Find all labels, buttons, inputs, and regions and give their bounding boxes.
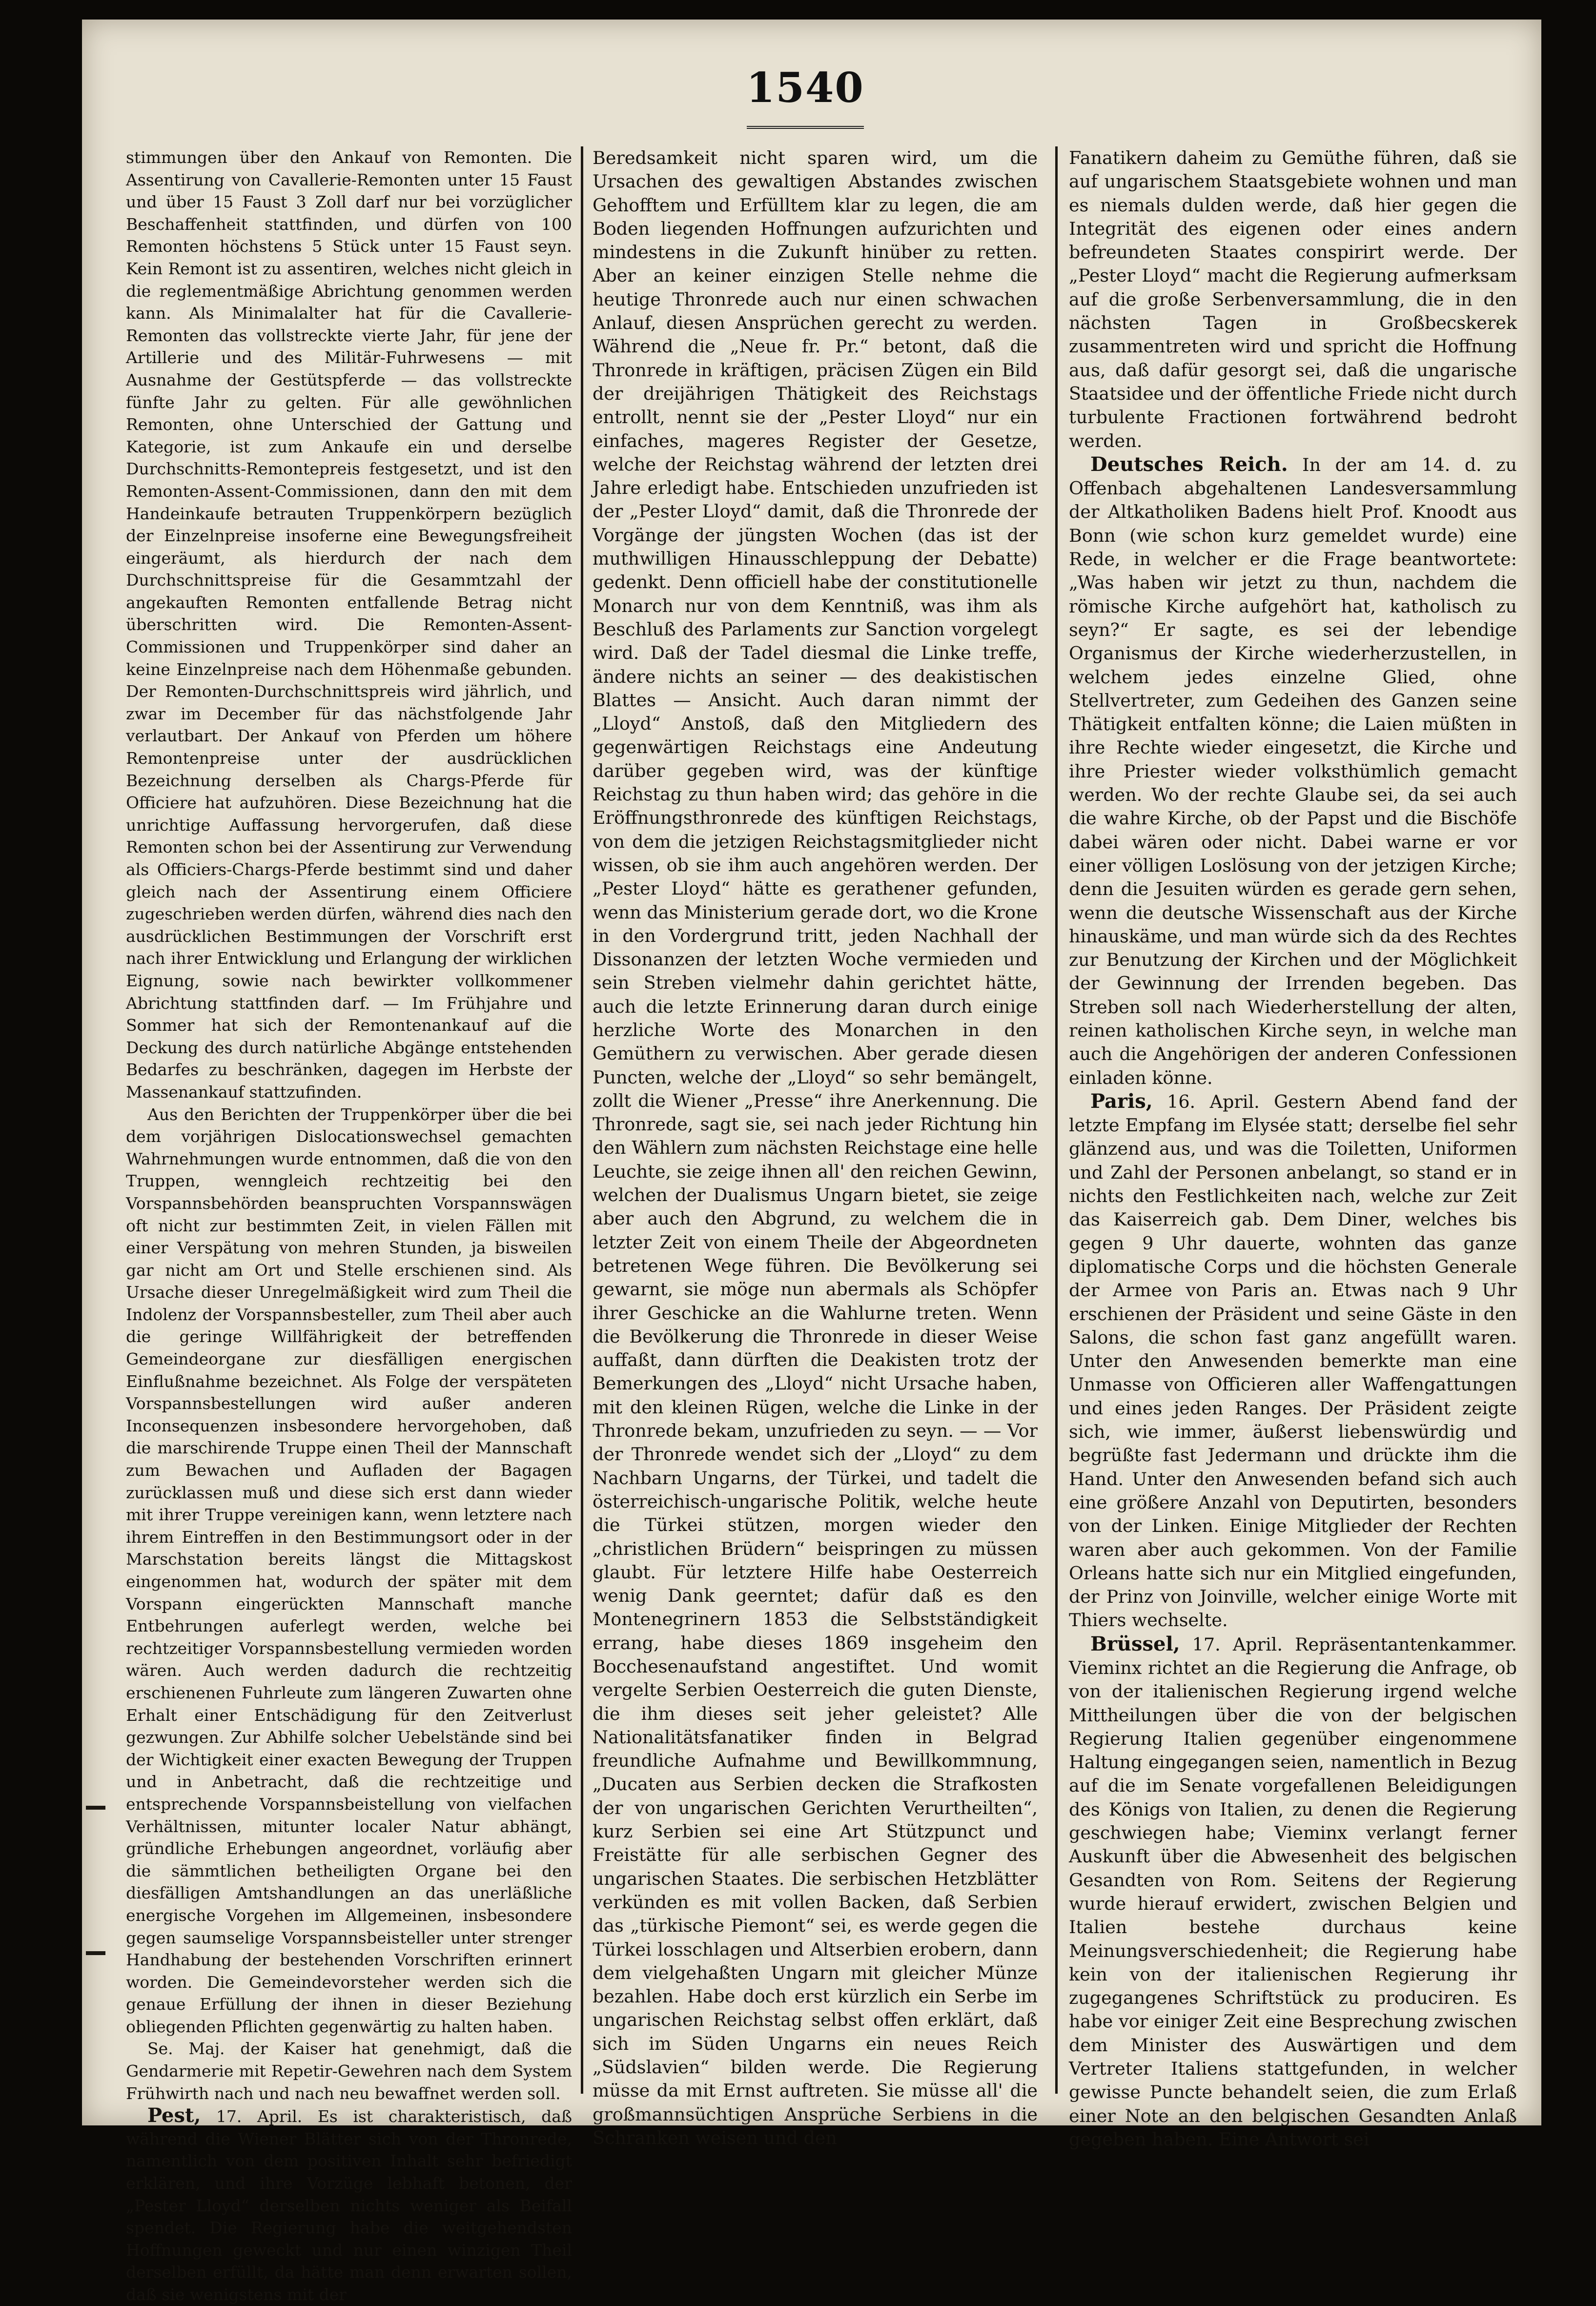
paragraph-text: Fanatikern daheim zu Gemüthe führen, daß sie auf ungarischem Staatsgebiete wohnen und man es niemals dulden werde, daß hier gegen die Integrität des eigenen oder eines andern befreundeten Staates conspirirt werde. Der „Pester Lloyd“ macht die Regierung aufmerksam auf die große Serbenversammlung, die in den nächsten Tagen in Großbecskerek zusammentreten wird und spricht die Hoffnung aus, daß dafür gesorgt sei, daß die ungarische Staatsidee und der öffentliche Friede nicht durch turbulente Fractionen fortwährend bedroht werden. <box>1069 147 1517 451</box>
paragraph-text: 16. April. Gestern Abend fand der letzte Empfang im Elysée statt; derselbe fiel sehr glänzend aus, und was die Toiletten, Uniformen und Zahl der Personen anbelangt, so stand er in nichts den Festlichkeiten nach, welche zur Zeit das Kaiserreich gab. Dem Diner, welches bis gegen 9 Uhr dauerte, wohnten das ganze diplomatische Corps und die höchsten Generale der Armee von Paris an. Etwas nach 9 Uhr erschienen der Präsident und seine Gäste in den Salons, die schon fast ganz angefüllt waren. Unter den Anwesenden bemerkte man eine Unmasse von Officieren aller Waffengattungen und eines jeden Ranges. Der Präsident zeigte sich, wie immer, äußerst liebenswürdig und begrüßte fast Jedermann und drückte ihm die Hand. Unter den Anwesenden befand sich auch eine größere Anzahl von Deputirten, besonders von der Linken. Einige Mitglieder der Rechten waren aber auch gekommen. Von der Familie Orleans hatte sich nur ein Mitglied eingefunden, der Prinz von Joinville, welcher einige Worte mit Thiers wechselte. <box>1069 1091 1517 1631</box>
article-paragraph <box>1069 1633 1517 2152</box>
dateline: Deutsches Reich. <box>1090 452 1288 476</box>
paragraph-text: 17. April. Repräsentantenkammer. Vieminx richtet an die Regierung die Anfrage, ob von der italienischen Regierung irgend welche Mittheilungen über die von der belgischen Regierung Italien gegenüber eingenommene Haltung eingegangen seien, namentlich in Bezug auf die im Senate vorgefallenen Beleidigungen des Königs von Italien, zu denen die Regierung geschwiegen habe; Vieminx verlangt ferner Auskunft über die Abwesenheit des belgischen Gesandten von Rom. Seitens der Regierung wurde hierauf erwidert, zwischen Belgien und Italien bestehe durchaus keine Meinungsverschiedenheit; die Regierung habe kein von der italienischen Regierung ihr zugegangenes Schriftstück zu produciren. Es habe vor einiger Zeit eine Besprechung zwischen dem Minister des Auswärtigen und dem Vertreter Italiens stattgefunden, in welcher gewisse Puncte behandelt seien, die zum Erlaß einer Note an den belgischen Gesandten Anlaß gegeben haben. Eine Antwort sei <box>1069 1633 1517 2150</box>
article-columns <box>126 146 1517 2304</box>
article-paragraph <box>126 1103 572 2038</box>
column-3 <box>1069 146 1517 2150</box>
paragraph-text: Beredsamkeit nicht sparen wird, um die Ursachen des gewaltigen Abstandes zwischen Gehofftem und Erfülltem klar zu legen, die am Boden liegenden Hoffnungen aufzurichten und mindestens in die Zukunft hinüber zu retten. Aber an keiner einzigen Stelle nehme die heutige Thronrede auch nur einen schwachen Anlauf, diesen Ansprüchen gerecht zu werden. Während die „Neue fr. Pr.“ betont, daß die Thronrede in kräftigen, präcisen Zügen ein Bild der dreijährigen Thätigkeit des Reichstags entrollt, nennt sie der „Pester Lloyd“ nur ein einfaches, mageres Register der Gesetze, welche der Reichstag während der letzten drei Jahre erledigt habe. Entschieden unzufrieden ist der „Pester Lloyd“ damit, daß die Thronrede der Vorgänge der jüngsten Wochen (das ist der muthwilligen Hinausschleppung der Debatte) gedenkt. Denn officiell habe der constitutionelle Monarch nur von dem Kenntniß, was ihm als Beschluß des Parlaments zur Sanction vorgelegt wird. Daß der Tadel diesmal die Linke treffe, ändere nichts an seiner — des deakistischen Blattes — Ansicht. Auch daran nimmt der „Lloyd“ Anstoß, daß den Mitgliedern des gegenwärtigen Reichstags eine Andeutung darüber gegeben wird, was der künftige Reichstag zu thun haben wird; das gehöre in die Eröffnungsthronrede des künftigen Reichstags, von dem die jetzigen Reichstagsmitglieder nicht wissen, ob sie ihm auch angehören werden. Der „Pester Lloyd“ hätte es gerathener gefunden, wenn das Ministerium gerade dort, wo die Krone in den Vordergrund tritt, jeden Nachhall der Dissonanzen der letzten Woche vermieden und sein Streben vielmehr dahin gerichtet hätte, auch die letzte Erinnerung daran durch einige herzliche Worte des Monarchen in den Gemüthern zu verwischen. Aber gerade diesen Puncten, welche der „Lloyd“ so sehr bemängelt, zollt die Wiener „Presse“ ihre Anerkennung. Die Thronrede, sagt sie, sei nach jeder Richtung hin den Wählern zum nächsten Reichstage eine helle Leuchte, sie zeige ihnen all' den reichen Gewinn, welchen der Dualismus Ungarn bietet, sie zeige aber auch den Abgrund, zu welchem die in letzter Zeit von einem Theile der Abgeordneten betretenen Wege führen. Die Bevölkerung sei gewarnt, sie möge nun abermals als Schöpfer ihrer Geschicke an die Wahlurne treten. Wenn die Bevölkerung die Thronrede in dieser Weise auffaßt, dann dürften die Deakisten trotz der Bemerkungen des „Lloyd“ nicht Ursache haben, mit den kleinen Rügen, welche die Linke in der Thronrede bekam, unzufrieden zu seyn. — — Vor der Thronrede wendet sich der „Lloyd“ zu dem Nachbarn Ungarns, der Türkei, und tadelt die österreichisch-ungarische Politik, welche heute die Türkei stützen, morgen wieder den „christlichen Brüdern“ beispringen zu müssen glaubt. Für letztere Hilfe habe Oesterreich wenig Dank geerntet; dafür daß es den Montenegrinern 1853 die Selbstständigkeit errang, habe dieses 1869 insgeheim den Bocchesenaufstand angestiftet. Und womit vergelte Serbien Oesterreich die guten Dienste, die ihm dieses seit jeher geleistet? Alle Nationalitätsfanatiker finden in Belgrad freundliche Aufnahme und Bewillkommnung, „Ducaten aus Serbien decken die Strafkosten der von ungarischen Gerichten Verurtheilten“, kurz Serbien sei eine Art Stützpunct und Freistätte für alle serbischen Gegner des ungarischen Staates. Die serbischen Hetzblätter verkünden es mit vollen Backen, daß Serbien das „türkische Piemont“ sei, es werde gegen die Türkei losschlagen und Altserbien erobern, dann dem vielgehaßten Ungarn mit gleicher Münze bezahlen. Habe doch erst kürzlich ein Serbe im ungarischen Reichstag selbst offen erklärt, daß sich im Süden Ungarns ein neues Reich „Südslavien“ bilden werde. Die Regierung müsse da mit Ernst auftreten. Sie müsse all' die großmannsüchtigen Ansprüche Serbiens in die Schranken weisen und den <box>593 147 1038 2148</box>
article-paragraph <box>1069 453 1517 1090</box>
column-1 <box>126 146 572 2304</box>
article-paragraph <box>126 146 572 1103</box>
paragraph-text: In der am 14. d. zu Offenbach abgehaltenen Landesversammlung der Altkatholiken Badens hielt Prof. Knoodt aus Bonn (wie schon kurz gemeldet wurde) eine Rede, in welcher er die Frage beantwortete: „Was haben wir jetzt zu thun, nachdem die römische Kirche aufgehört hat, katholisch zu seyn?“ Er sagte, es sei der lebendige Organismus der Kirche wiederherzustellen, in welchem jedes einzelne Glied, ohne Stellvertreter, zum Gedeihen des Ganzen seine Thätigkeit entfalten könne; die Laien müßten in ihre Rechte wieder eingesetzt, die Kirche und ihre Priester wieder volksthümlich gemacht werden. Wo der rechte Glaube sei, da sei auch die wahre Kirche, ob der Papst und die Bischöfe dabei wären oder nicht. Dabei warne er vor einer völligen Loslösung von der jetzigen Kirche; denn die Jesuiten würden es gerade gern sehen, wenn die deutsche Wissenschaft aus der Kirche hinauskäme, und man würde sich da des Rechtes zur Benutzung der Kirchen und der Möglichkeit der Gewinnung der Irrenden begeben. Das Streben soll nach Wiederherstellung der alten, reinen katholischen Kirche seyn, in welche man auch die Angehörigen der anderen Confessionen einladen könne. <box>1069 454 1517 1088</box>
paragraph-text: Aus den Berichten der Truppenkörper über die bei dem vorjährigen Dislocationswechsel gemachten Wahrnehmungen wurde entnommen, daß die von den Truppen, wenngleich rechtzeitig bei den Vorspannsbehörden beanspruchten Vorspannswägen oft nicht zur bestimmten Zeit, in vielen Fällen mit einer Verspätung von mehren Stunden, ja bisweilen gar nicht am Ort und Stelle erschienen sind. Als Ursache dieser Unregelmäßigkeit wird zum Theil die Indolenz der Vorspannsbesteller, zum Theil aber auch die geringe Willfährigkeit der betreffenden Gemeindeorgane zur diesfälligen energischen Einflußnahme bezeichnet. Als Folge der verspäteten Vorspannsbestellungen wird außer anderen Inconsequenzen insbesondere hervorgehoben, daß die marschirende Truppe einen Theil der Mannschaft zum Bewachen und Aufladen der Bagagen zurücklassen muß und diese sich erst dann wieder mit ihrer Truppe vereinigen kann, wenn letztere nach ihrem Eintreffen in den Bestimmungsort oder in der Marschstation bereits längst die Mittagskost eingenommen hat, wodurch der später mit dem Vorspann eingerückten Mannschaft manche Entbehrungen auferlegt werden, welche bei rechtzeitiger Vorspannsbestellung vermieden worden wären. Auch werden dadurch die rechtzeitig erschienenen Fuhrleute zum längeren Zuwarten ohne Erhalt einer Entschädigung für den Zeitverlust gezwungen. Zur Abhilfe solcher Uebelstände sind bei der Wichtigkeit einer exacten Bewegung der Truppen und in Anbetracht, daß die rechtzeitige und entsprechende Vorspannsbeistellung von vielfachen Verhältnissen, mitunter localer Natur abhängt, gründliche Erhebungen angeordnet, vorläufig aber die sämmtlichen betheiligten Organe bei den diesfälligen Amtshandlungen an das unerläßliche energische Vorgehen im Allgemeinen, insbesondere gegen saumselige Vorspannsbeisteller unter strenger Handhabung der bestehenden Vorschriften erinnert worden. Die Gemeindevorsteher werden sich die genaue Erfüllung der ihnen in dieser Beziehung obliegenden Pflichten gegenwärtig zu halten haben. <box>126 1104 572 2036</box>
article-paragraph <box>1069 146 1517 453</box>
page-number: 1540 <box>746 63 864 112</box>
article-paragraph <box>593 146 1038 2150</box>
dateline: Pest, <box>147 2104 201 2127</box>
article-paragraph <box>126 2038 572 2104</box>
article-paragraph <box>126 2104 572 2306</box>
column-2 <box>593 146 1038 2148</box>
margin-mark <box>86 1806 105 1810</box>
paragraph-text: stimmungen über den Ankauf von Remonten. Die Assentirung von Cavallerie-Remonten unter 15 Faust und über 15 Faust 3 Zoll darf nur bei vorzüglicher Beschaffenheit stattfinden, und dürfen von 100 Remonten höchstens 5 Stück unter 15 Faust seyn. Kein Remont ist zu assentiren, welches nicht gleich in die reglementmäßige Abrichtung genommen werden kann. Als Minimalalter hat für die Cavallerie-Remonten das vollstreckte vierte Jahr, für jene der Artillerie und des Militär-Fuhrwesens — mit Ausnahme der Gestütspferde — das vollstreckte fünfte Jahr zu gelten. Für alle gewöhnlichen Remonten, ohne Unterschied der Gattung und Kategorie, ist zum Ankaufe ein und derselbe Durchschnitts-Remontepreis festgesetzt, und ist den Remonten-Assent-Commissionen, dann den mit dem Handeinkaufe betrauten Truppenkörpern bezüglich der Einzelnpreise insoferne eine Bewegungsfreiheit eingeräumt, als hierdurch der nach dem Durchschnittspreise für die Gesammtzahl der angekauften Remonten entfallende Betrag nicht überschritten wird. Die Remonten-Assent-Commissionen und Truppenkörper sind daher an keine Einzelnpreise nach dem Höhenmaße gebunden. Der Remonten-Durchschnittspreis wird jährlich, und zwar im December für das nächstfolgende Jahr verlautbart. Der Ankauf von Pferden um höhere Remontenpreise unter der ausdrücklichen Bezeichnung derselben als Chargs-Pferde für Officiere hat aufzuhören. Diese Bezeichnung hat die unrichtige Auffassung hervorgerufen, daß diese Remonten schon bei der Assentirung zur Verwendung als Officiers-Chargs-Pferde bestimmt sind und daher gleich nach der Assentirung einem Officiere zugeschrieben werden dürfen, während dies nach den ausdrücklichen Bestimmungen der Vorschrift erst nach ihrer Entwicklung und Erlangung der wirklichen Eignung, sowie nach bewirkter vollkommener Abrichtung stattfinden darf. — Im Frühjahre und Sommer hat sich der Remontenankauf auf die Deckung des durch natürliche Abgänge entstehenden Bedarfes zu beschränken, dagegen im Herbste der Massenankauf stattzufinden. <box>126 148 572 1102</box>
bleed-through-text <box>131 128 1502 142</box>
dateline: Brüssel, <box>1090 1632 1180 1655</box>
paragraph-text: Se. Maj. der Kaiser hat genehmigt, daß die Gendarmerie mit Repetir-Gewehren nach dem System Frühwirth nach und nach neu bewaffnet werden soll. <box>126 2039 572 2103</box>
dateline: Paris, <box>1090 1089 1153 1113</box>
article-paragraph <box>1069 1090 1517 1633</box>
paragraph-text: 17. April. Es ist charakteristisch, daß während die Wiener Blätter sich von der Thronrede, namentlich von dem positiven Inhalt sehr befriedigt erklären, und ihre Vorzüge lebhaft betonen, der „Pester Lloyd“ derselben nichts weniger als Beifall spendet. Die Regierung habe die weitgehendsten Hoffnungen geweckt und nur einen winzigen Theil derselben erfüllt, da hätte man denn erwarten sollen, daß sie wenigstens mit der <box>126 2107 572 2304</box>
margin-mark <box>86 1951 105 1955</box>
